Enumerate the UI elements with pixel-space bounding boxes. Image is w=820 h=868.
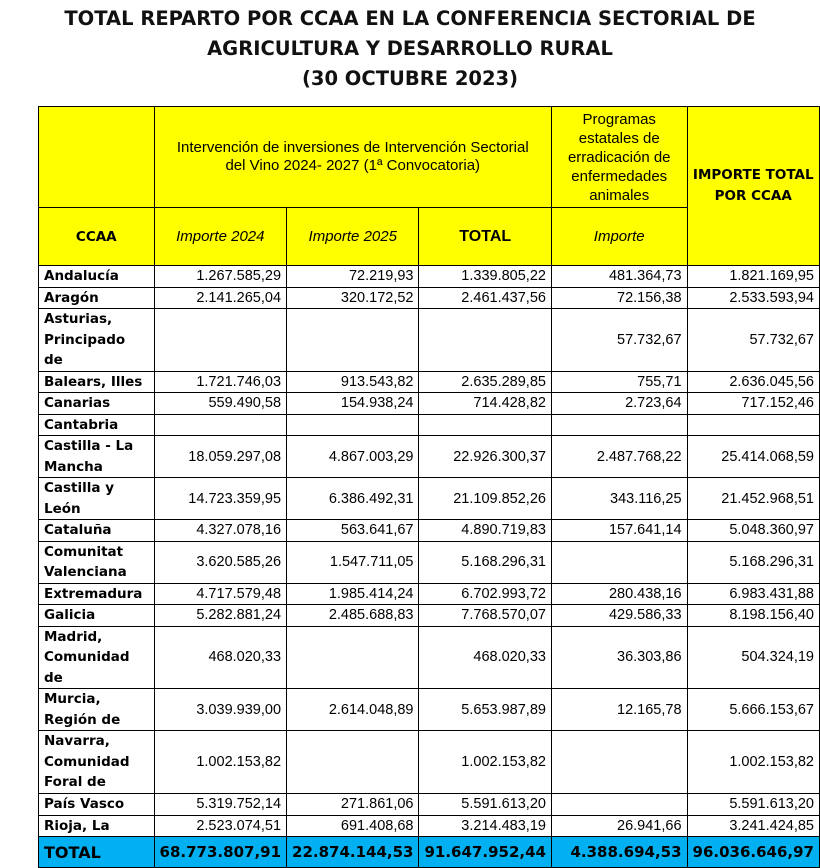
cell-importe-total: 5.666.153,67	[687, 689, 819, 731]
cell-ccaa: Castilla - La Mancha	[39, 436, 155, 478]
table-row	[39, 414, 820, 436]
cell-total: 714.428,82	[419, 393, 551, 415]
cell-total	[419, 414, 551, 436]
cell-importe-total: 5.048.360,97	[687, 520, 819, 542]
cell-ccaa: Andalucía	[39, 266, 155, 288]
cell-importe-total: 5.168.296,31	[687, 541, 819, 583]
cell-total: 21.109.852,26	[419, 478, 551, 520]
cell-importe-2025: 2.485.688,83	[287, 605, 419, 627]
cell-importe-2024: 468.020,33	[154, 626, 286, 689]
cell-ccaa: Comunitat Valenciana	[39, 541, 155, 583]
cell-programas: 2.487.768,22	[551, 436, 687, 478]
totals-programas: 4.388.694,53	[551, 837, 687, 868]
cell-total: 1.002.153,82	[419, 731, 551, 794]
cell-importe-2024: 1.267.585,29	[154, 266, 286, 288]
cell-ccaa: Balears, Illes	[39, 371, 155, 393]
cell-programas: 2.723,64	[551, 393, 687, 415]
cell-importe-2024	[154, 414, 286, 436]
cell-total: 7.768.570,07	[419, 605, 551, 627]
table-row	[39, 436, 820, 478]
cell-programas: 72.156,38	[551, 287, 687, 309]
cell-importe-2024: 5.319.752,14	[154, 794, 286, 816]
totals-total: 91.647.952,44	[419, 837, 551, 868]
cell-importe-total: 1.002.153,82	[687, 731, 819, 794]
cell-total: 3.214.483,19	[419, 815, 551, 837]
cell-programas: 429.586,33	[551, 605, 687, 627]
cell-importe-2025: 72.219,93	[287, 266, 419, 288]
cell-ccaa: Canarias	[39, 393, 155, 415]
header-row-top	[39, 107, 820, 208]
header-total: TOTAL	[419, 208, 551, 266]
cell-importe-2024: 3.039.939,00	[154, 689, 286, 731]
table-row	[39, 626, 820, 689]
cell-importe-2025	[287, 731, 419, 794]
cell-total: 6.702.993,72	[419, 583, 551, 605]
cell-importe-total: 6.983.431,88	[687, 583, 819, 605]
table-row	[39, 541, 820, 583]
header-blank-cell	[39, 107, 155, 208]
cell-importe-2024: 559.490,58	[154, 393, 286, 415]
cell-importe-total: 3.241.424,85	[687, 815, 819, 837]
cell-importe-2024: 1.721.746,03	[154, 371, 286, 393]
cell-importe-2024: 3.620.585,26	[154, 541, 286, 583]
cell-ccaa: Asturias, Principado de	[39, 309, 155, 372]
cell-importe-total: 717.152,46	[687, 393, 819, 415]
cell-ccaa: Murcia, Región de	[39, 689, 155, 731]
document-title	[0, 4, 820, 94]
cell-programas: 755,71	[551, 371, 687, 393]
cell-importe-2025: 691.408,68	[287, 815, 419, 837]
table-row	[39, 393, 820, 415]
cell-total: 468.020,33	[419, 626, 551, 689]
table-row	[39, 371, 820, 393]
totals-importe-2024: 68.773.807,91	[154, 837, 286, 868]
totals-importe-total: 96.036.646,97	[687, 837, 819, 868]
header-importe-2025: Importe 2025	[287, 208, 419, 266]
cell-total	[419, 309, 551, 372]
cell-total: 1.339.805,22	[419, 266, 551, 288]
table-row	[39, 583, 820, 605]
cell-importe-2025	[287, 309, 419, 372]
cell-importe-2024: 5.282.881,24	[154, 605, 286, 627]
header-ccaa: CCAA	[39, 208, 155, 266]
cell-programas: 26.941,66	[551, 815, 687, 837]
cell-importe-2024: 2.523.074,51	[154, 815, 286, 837]
cell-importe-2025	[287, 414, 419, 436]
cell-importe-2025: 563.641,67	[287, 520, 419, 542]
header-group-vino: Intervención de inversiones de Intervención Sectorial del Vino 2024- 2027 (1ª Convocatoria)	[154, 107, 551, 208]
cell-ccaa: País Vasco	[39, 794, 155, 816]
title-line-3: (30 OCTUBRE 2023)	[301, 67, 519, 90]
cell-importe-total: 57.732,67	[687, 309, 819, 372]
cell-programas: 57.732,67	[551, 309, 687, 372]
totals-label: TOTAL	[39, 837, 155, 868]
cell-importe-2024: 4.327.078,16	[154, 520, 286, 542]
cell-total: 5.591.613,20	[419, 794, 551, 816]
cell-programas: 157.641,14	[551, 520, 687, 542]
cell-importe-total: 8.198.156,40	[687, 605, 819, 627]
cell-programas: 280.438,16	[551, 583, 687, 605]
header-group-programas: Programas estatales de erradicación de enfermedades animales	[551, 107, 687, 208]
cell-programas: 481.364,73	[551, 266, 687, 288]
cell-programas	[551, 541, 687, 583]
cell-importe-total: 2.533.593,94	[687, 287, 819, 309]
cell-programas: 343.116,25	[551, 478, 687, 520]
cell-total: 22.926.300,37	[419, 436, 551, 478]
cell-ccaa: Madrid, Comunidad de	[39, 626, 155, 689]
cell-importe-total: 21.452.968,51	[687, 478, 819, 520]
cell-total: 5.168.296,31	[419, 541, 551, 583]
cell-ccaa: Navarra, Comunidad Foral de	[39, 731, 155, 794]
table-row	[39, 689, 820, 731]
cell-total: 2.461.437,56	[419, 287, 551, 309]
cell-total: 4.890.719,83	[419, 520, 551, 542]
header-importe-total: IMPORTE TOTAL POR CCAA	[687, 107, 819, 266]
cell-importe-2024: 4.717.579,48	[154, 583, 286, 605]
cell-importe-total: 1.821.169,95	[687, 266, 819, 288]
header-importe-2024: Importe 2024	[154, 208, 286, 266]
cell-programas	[551, 414, 687, 436]
cell-importe-total: 25.414.068,59	[687, 436, 819, 478]
table-row	[39, 520, 820, 542]
cell-importe-2025: 320.172,52	[287, 287, 419, 309]
table-row	[39, 605, 820, 627]
cell-total: 2.635.289,85	[419, 371, 551, 393]
cell-importe-2025: 271.861,06	[287, 794, 419, 816]
cell-ccaa: Cataluña	[39, 520, 155, 542]
table-row	[39, 731, 820, 794]
cell-ccaa: Rioja, La	[39, 815, 155, 837]
cell-importe-2024	[154, 309, 286, 372]
cell-ccaa: Extremadura	[39, 583, 155, 605]
cell-importe-2024: 18.059.297,08	[154, 436, 286, 478]
cell-importe-total: 2.636.045,56	[687, 371, 819, 393]
totals-row	[39, 837, 820, 868]
cell-importe-total	[687, 414, 819, 436]
distribution-table	[38, 106, 820, 868]
cell-ccaa: Castilla y León	[39, 478, 155, 520]
cell-programas: 36.303,86	[551, 626, 687, 689]
table-body	[39, 266, 820, 837]
cell-importe-total: 504.324,19	[687, 626, 819, 689]
table-row	[39, 266, 820, 288]
cell-programas: 12.165,78	[551, 689, 687, 731]
cell-importe-2025: 2.614.048,89	[287, 689, 419, 731]
cell-importe-2025: 1.547.711,05	[287, 541, 419, 583]
table-row	[39, 794, 820, 816]
cell-importe-2024: 14.723.359,95	[154, 478, 286, 520]
cell-total: 5.653.987,89	[419, 689, 551, 731]
cell-ccaa: Aragón	[39, 287, 155, 309]
cell-importe-2025: 6.386.492,31	[287, 478, 419, 520]
cell-importe-2025	[287, 626, 419, 689]
cell-importe-2025: 1.985.414,24	[287, 583, 419, 605]
cell-importe-2024: 2.141.265,04	[154, 287, 286, 309]
cell-importe-total: 5.591.613,20	[687, 794, 819, 816]
cell-importe-2025: 913.543,82	[287, 371, 419, 393]
cell-importe-2024: 1.002.153,82	[154, 731, 286, 794]
table-row	[39, 287, 820, 309]
title-line-1: TOTAL REPARTO POR CCAA EN LA CONFERENCIA SECTORIAL DE	[64, 7, 756, 30]
table-row	[39, 309, 820, 372]
cell-importe-2025: 154.938,24	[287, 393, 419, 415]
cell-ccaa: Galicia	[39, 605, 155, 627]
cell-importe-2025: 4.867.003,29	[287, 436, 419, 478]
cell-programas	[551, 731, 687, 794]
cell-programas	[551, 794, 687, 816]
header-importe: Importe	[551, 208, 687, 266]
table-row	[39, 478, 820, 520]
cell-ccaa: Cantabria	[39, 414, 155, 436]
totals-importe-2025: 22.874.144,53	[287, 837, 419, 868]
title-line-2: AGRICULTURA Y DESARROLLO RURAL	[207, 37, 613, 60]
